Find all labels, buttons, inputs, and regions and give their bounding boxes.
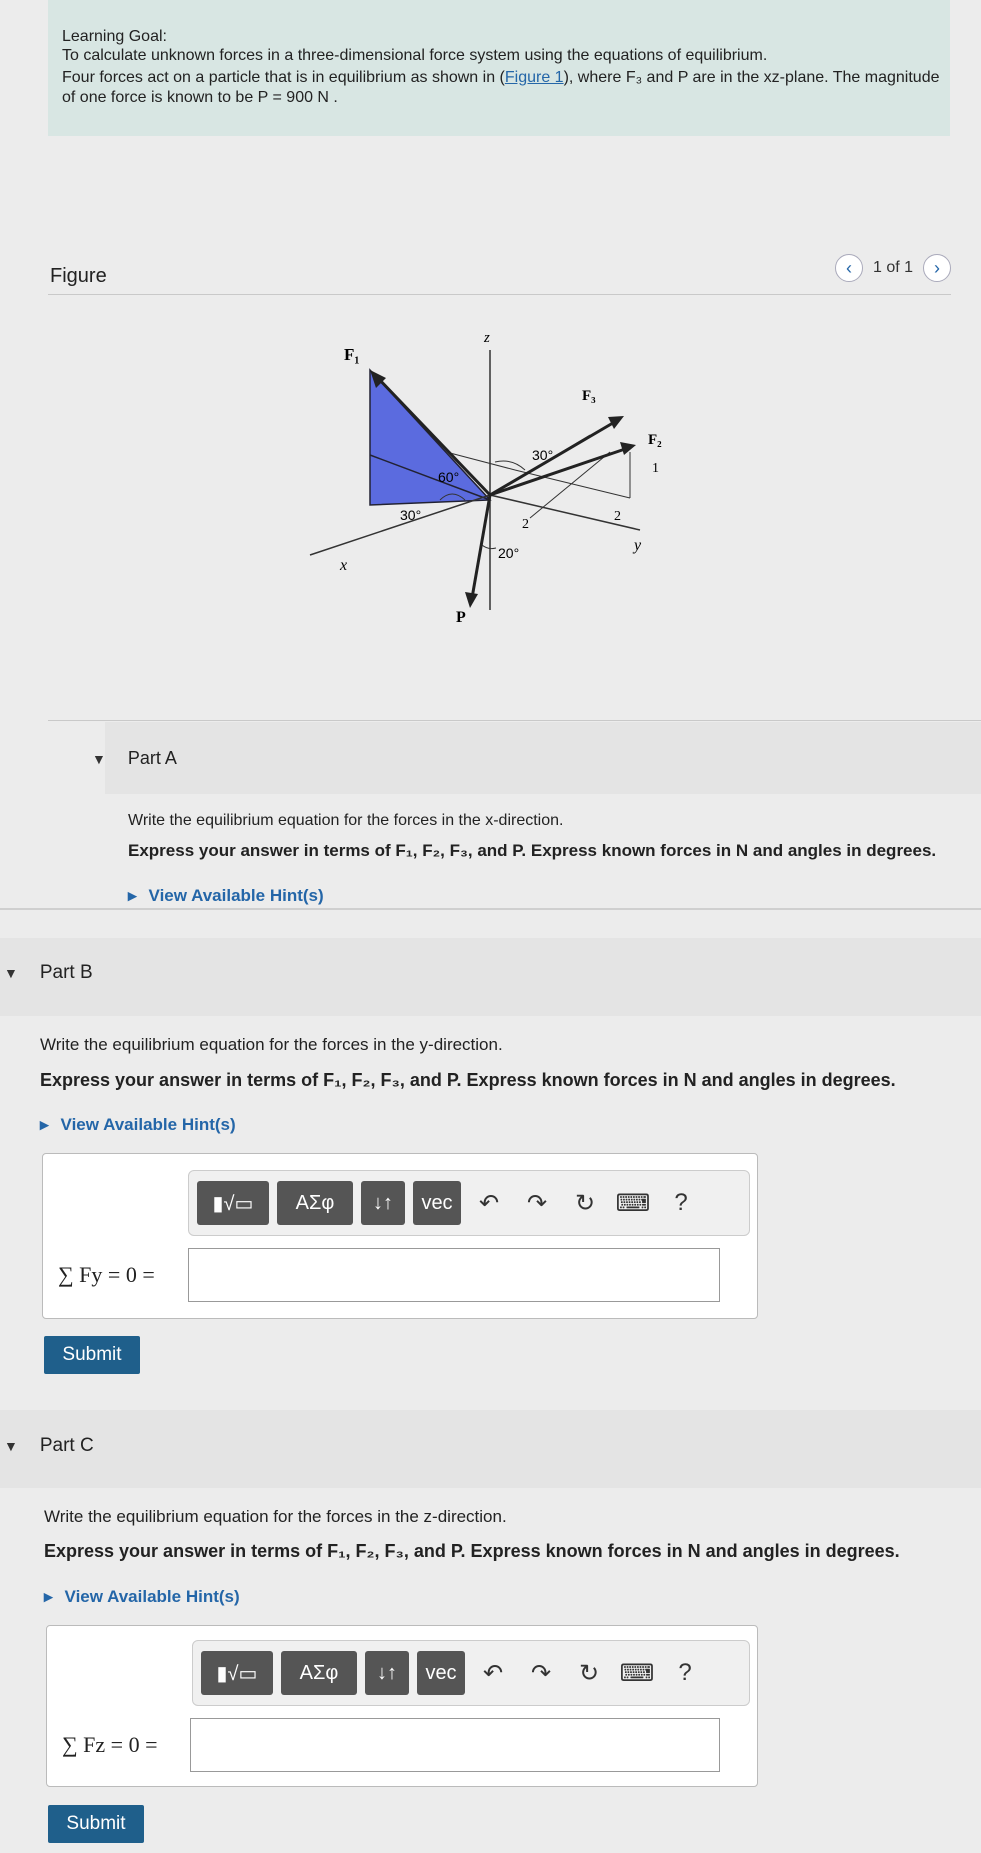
section-divider (0, 908, 981, 910)
p-arrowhead (465, 592, 478, 608)
figure-divider (48, 294, 951, 295)
part-c-answer-input[interactable] (190, 1718, 720, 1772)
figure-pager (835, 254, 951, 282)
help-icon[interactable]: ? (678, 1659, 692, 1686)
vector-button[interactable]: vec (413, 1181, 461, 1225)
z-axis-label: z (484, 330, 490, 346)
y-axis-label: y (634, 537, 642, 554)
angle-30a-label: 30° (400, 507, 422, 523)
f1-label: F₁ (344, 345, 360, 364)
subscript-superscript-button[interactable]: ↓↑ (361, 1181, 405, 1225)
p-label: P (456, 609, 466, 626)
part-c-title: Part C (39, 1435, 94, 1456)
part-c-equation-label: ∑ Fz = 0 = (62, 1732, 158, 1757)
part-a-hint-toggle[interactable] (128, 886, 324, 906)
greek-symbols-button[interactable]: ΑΣφ (281, 1651, 357, 1695)
redo-icon[interactable]: ↷ (526, 1189, 548, 1217)
reset-icon[interactable]: ↻ (578, 1659, 600, 1687)
undo-icon[interactable]: ↶ (478, 1189, 500, 1217)
ratio-1-label: 1 (652, 461, 659, 476)
x-axis-label: x (340, 557, 348, 574)
keyboard-icon[interactable]: ⌨ (619, 1659, 655, 1687)
f3-arrowhead (608, 416, 624, 429)
part-b-question: Write the equilibrium equation for the forces in the y-direction. (40, 1035, 503, 1054)
part-c-header[interactable] (4, 1435, 94, 1457)
part-b-header[interactable] (4, 962, 93, 984)
templates-button[interactable]: ▮√▭ (197, 1181, 269, 1225)
next-figure-button[interactable]: › (923, 254, 951, 282)
collapse-triangle-icon: ▼ (4, 1438, 18, 1454)
part-b-math-toolbar (188, 1170, 750, 1236)
part-a-hint-label: View Available Hint(s) (148, 886, 324, 905)
vector-button[interactable]: vec (417, 1651, 465, 1695)
part-b-title: Part B (39, 962, 93, 983)
subscript-superscript-button[interactable]: ↓↑ (365, 1651, 409, 1695)
part-b-header-band (0, 938, 981, 1016)
intro-mid: ), where F₃ and P are in the xz-plane. The magnitude of one force is known to be P = 900 N . (62, 69, 940, 106)
collapse-triangle-icon: ▼ (4, 965, 18, 981)
figure-page-count: 1 of 1 (872, 259, 913, 276)
part-c-hint-toggle[interactable] (44, 1587, 240, 1607)
prev-figure-button[interactable]: ‹ (835, 254, 863, 282)
part-b-instruction: Express your answer in terms of F₁, F₂, F₃, and P. Express known forces in N and angles in degrees. (40, 1070, 896, 1090)
f2-box-line-2 (515, 470, 630, 498)
part-c-submit-button[interactable]: Submit (48, 1805, 144, 1843)
part-b-submit-button[interactable]: Submit (44, 1336, 140, 1374)
angle-30b-label: 30° (532, 447, 554, 463)
figure-link[interactable]: Figure 1 (504, 69, 564, 86)
templates-button[interactable]: ▮√▭ (201, 1651, 273, 1695)
part-c-question: Write the equilibrium equation for the forces in the z-direction. (44, 1507, 507, 1526)
undo-icon[interactable]: ↶ (482, 1659, 504, 1687)
figure-bottom-divider (48, 720, 981, 721)
f2-arrowhead (620, 442, 636, 455)
angle-60-label: 60° (438, 469, 460, 485)
part-a-instruction: Express your answer in terms of F₁, F₂, F₃, and P. Express known forces in N and angles in degrees. (128, 841, 937, 860)
redo-icon[interactable]: ↷ (530, 1659, 552, 1687)
part-a-header[interactable] (92, 748, 177, 769)
part-c-instruction: Express your answer in terms of F₁, F₂, F₃, and P. Express known forces in N and angles in degrees. (44, 1541, 900, 1561)
keyboard-icon[interactable]: ⌨ (615, 1189, 651, 1217)
expand-triangle-icon: ▸ (44, 1587, 53, 1606)
part-c-math-toolbar (192, 1640, 750, 1706)
ratio-2a-label: 2 (522, 517, 529, 532)
learning-goal-text: To calculate unknown forces in a three-dimensional force system using the equations of equilibrium. (62, 47, 768, 64)
reset-icon[interactable]: ↻ (574, 1189, 596, 1217)
part-b-answer-input[interactable] (188, 1248, 720, 1302)
part-b-hint-toggle[interactable] (40, 1115, 236, 1135)
f2-label: F₂ (648, 432, 662, 448)
part-b-equation-label: ∑ Fy = 0 = (58, 1262, 155, 1287)
figure-title: Figure (50, 265, 107, 287)
force-diagram (300, 320, 720, 630)
expand-triangle-icon: ▸ (40, 1115, 49, 1134)
ratio-2b-label: 2 (614, 509, 621, 524)
part-a-header-band (105, 722, 981, 794)
expand-triangle-icon: ▸ (128, 886, 137, 905)
p-arrow (472, 495, 490, 598)
problem-intro (62, 68, 942, 108)
part-c-header-band (0, 1410, 981, 1488)
part-a-question: Write the equilibrium equation for the forces in the x-direction. (128, 812, 564, 829)
angle-arc-20 (482, 545, 496, 549)
part-c-hint-label: View Available Hint(s) (64, 1587, 240, 1606)
angle-20-label: 20° (498, 545, 520, 561)
part-b-hint-label: View Available Hint(s) (60, 1115, 236, 1134)
learning-goal-heading: Learning Goal: (62, 28, 167, 45)
f3-label: F₃ (582, 388, 596, 404)
intro-pre: Four forces act on a particle that is in equilibrium as shown in ( (62, 69, 505, 86)
help-icon[interactable]: ? (674, 1189, 688, 1216)
collapse-triangle-icon: ▼ (92, 750, 106, 767)
part-a-title: Part A (127, 748, 177, 768)
greek-symbols-button[interactable]: ΑΣφ (277, 1181, 353, 1225)
